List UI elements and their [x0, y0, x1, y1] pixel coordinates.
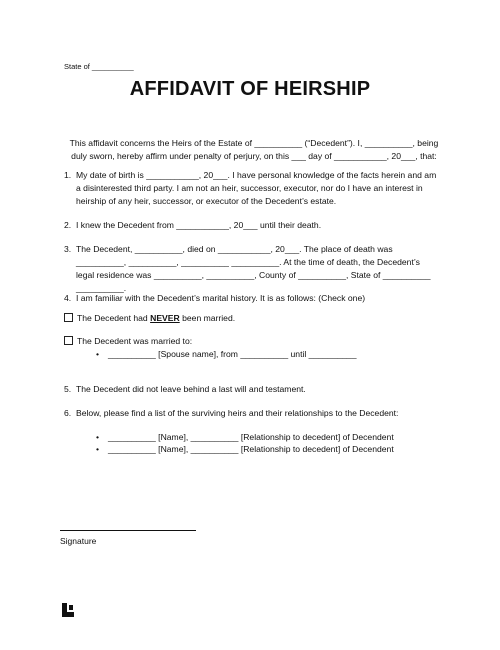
item-text: I am familiar with the Decedent’s marital history. It is as follows: (Check one) [76, 293, 366, 303]
item-6 [64, 407, 440, 420]
item-number: 1. [64, 170, 72, 180]
item-text: The Decedent did not leave behind a last will and testament. [76, 384, 306, 394]
item-text: Below, please find a list of the surviving heirs and their relationships to the Decedent: [76, 408, 399, 418]
item-number: 3. [64, 244, 72, 254]
item-1 [64, 169, 440, 208]
item-number: 6. [64, 408, 72, 418]
item-2 [64, 219, 440, 232]
never-prefix: The Decedent had [77, 313, 151, 323]
checkbox-icon[interactable] [64, 313, 73, 322]
heir-bullet-1 [96, 432, 394, 442]
item-text: I knew the Decedent from ___________, 20___ until their death. [76, 220, 322, 230]
document-logo-icon [62, 603, 74, 617]
never-married-option[interactable] [64, 313, 235, 323]
heir-text: __________ [Name], __________ [Relationship to decedent] of Decendent [108, 444, 394, 454]
bullet-icon: • [96, 349, 100, 359]
item-number: 5. [64, 384, 72, 394]
signature-line[interactable] [60, 530, 196, 531]
bullet-icon: • [96, 432, 100, 442]
item-text: The Decedent, __________, died on ___________, 20___. The place of death was __________, __________, __________ __________. At the time of death, the Decedent’s legal residence was __________, __________, County of __________, State of __________ __________. [76, 244, 431, 293]
was-married-option[interactable] [64, 336, 192, 346]
item-text: My date of birth is ___________, 20___. I have personal knowledge of the facts herein and am a disinterested third party. I am not an heir, successor, executor, nor do I have an interest in heirship of any heir, successor, or executor of the Decedent’s estate. [76, 170, 437, 206]
bullet-icon: • [96, 444, 100, 454]
state-label: State of __________ [64, 62, 134, 71]
intro-paragraph: This affidavit concerns the Heirs of the Estate of __________ (“Decedent”). I, __________, being duly sworn, hereby affirm under penalty of perjury, on this ___ day of ___________, 20___, that: [69, 138, 439, 161]
item-4 [64, 292, 440, 305]
document-title: AFFIDAVIT OF HEIRSHIP [129, 78, 371, 100]
never-suffix: been married. [179, 313, 236, 323]
heir-bullet-2 [96, 444, 394, 454]
never-word: NEVER [150, 313, 180, 323]
checkbox-icon[interactable] [64, 336, 73, 345]
signature-label: Signature [60, 536, 97, 546]
item-3 [64, 243, 440, 295]
married-label: The Decedent was married to: [77, 336, 193, 346]
spouse-text: __________ [Spouse name], from __________ until __________ [108, 349, 357, 359]
heir-text: __________ [Name], __________ [Relationship to decedent] of Decendent [108, 432, 394, 442]
item-number: 2. [64, 220, 72, 230]
spouse-bullet [96, 349, 356, 359]
item-number: 4. [64, 293, 72, 303]
item-5 [64, 383, 440, 396]
